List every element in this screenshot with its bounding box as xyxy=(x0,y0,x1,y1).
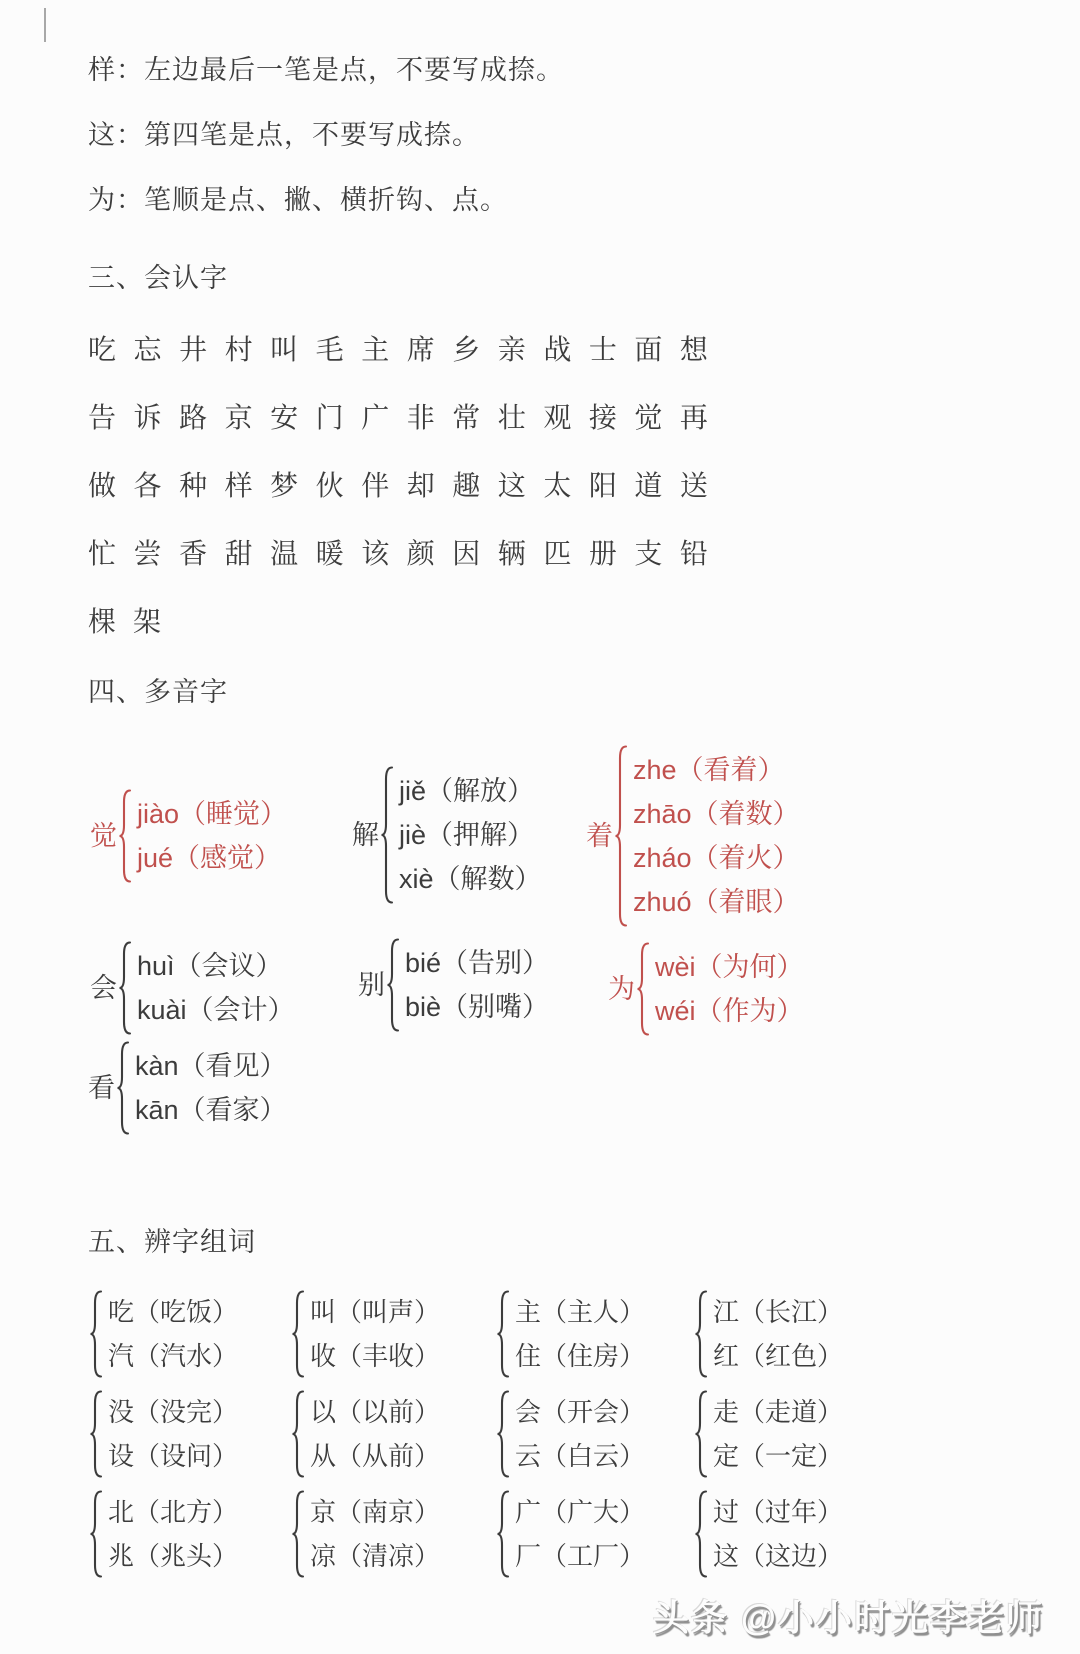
polyphone-char: 会 xyxy=(90,973,117,1003)
polyphone-readings xyxy=(655,945,804,1033)
reading-line: wéi（作为） xyxy=(655,996,804,1026)
pair-lines xyxy=(515,1290,645,1378)
pair-line: 江（长江） xyxy=(713,1297,844,1327)
pair-line: 从（从前） xyxy=(310,1441,441,1471)
hanzi: 叫 xyxy=(270,334,299,365)
pair-line: 红（红色） xyxy=(713,1341,844,1371)
hanzi: 乡 xyxy=(452,334,481,365)
pair-group xyxy=(290,1490,495,1578)
polyphone-readings xyxy=(137,944,295,1032)
pair-lines xyxy=(515,1490,645,1578)
brace-icon xyxy=(291,1490,305,1578)
brace-icon xyxy=(118,789,132,883)
brace-icon xyxy=(386,938,400,1032)
brace-icon xyxy=(380,766,394,904)
pair-lines xyxy=(713,1290,843,1378)
hanzi: 门 xyxy=(315,402,344,433)
pair-groups xyxy=(88,1290,843,1578)
pair-line: 京（南京） xyxy=(310,1497,441,1527)
pair-group xyxy=(88,1490,290,1578)
brace-icon xyxy=(291,1390,305,1478)
hanzi: 诉 xyxy=(133,402,162,433)
polyphone-char: 解 xyxy=(352,820,379,850)
pair-group xyxy=(693,1390,843,1478)
brace-icon xyxy=(694,1390,708,1478)
hanzi: 香 xyxy=(179,538,208,569)
hanzi: 吃 xyxy=(88,334,117,365)
polyphone-char: 觉 xyxy=(90,821,117,851)
hanzi: 样 xyxy=(224,470,253,501)
pair-group xyxy=(693,1290,843,1378)
pair-line: 以（以前） xyxy=(310,1397,441,1427)
hanzi: 常 xyxy=(452,402,481,433)
brace-icon xyxy=(89,1490,103,1578)
pair-lines xyxy=(310,1290,440,1378)
pair-lines xyxy=(108,1290,238,1378)
polyphone-char: 着 xyxy=(586,821,613,851)
hanzi: 忘 xyxy=(133,334,162,365)
polyphone-group xyxy=(608,942,804,1036)
pair-group xyxy=(495,1390,693,1478)
pair-group xyxy=(693,1490,843,1578)
brace-icon xyxy=(636,942,650,1036)
pair-lines xyxy=(310,1390,440,1478)
hanzi: 壮 xyxy=(497,402,526,433)
pair-line: 这（这边） xyxy=(713,1541,844,1571)
hanzi: 架 xyxy=(133,606,162,637)
hanzi: 各 xyxy=(133,470,162,501)
pair-line: 凉（清凉） xyxy=(310,1541,441,1571)
pair-line: 设（设问） xyxy=(108,1441,239,1471)
hanzi-row xyxy=(88,404,708,432)
pair-line: 吃（吃饭） xyxy=(108,1297,239,1327)
hanzi: 棵 xyxy=(88,606,117,637)
pair-group xyxy=(290,1390,495,1478)
hanzi-row xyxy=(88,608,708,636)
pair-lines xyxy=(108,1390,238,1478)
polyphone-group xyxy=(586,745,800,927)
reading-line: zhe（看着） xyxy=(633,755,785,785)
reading-line: zháo（着火） xyxy=(633,843,800,873)
hanzi: 告 xyxy=(88,402,117,433)
hanzi: 想 xyxy=(679,334,708,365)
pair-line: 定（一定） xyxy=(713,1441,844,1471)
hanzi: 伴 xyxy=(361,470,390,501)
note-line: 为：笔顺是点、撇、横折钩、点。 xyxy=(88,185,508,215)
polyphone-readings xyxy=(137,792,287,880)
reading-line: kān（看家） xyxy=(135,1095,287,1125)
hanzi: 支 xyxy=(634,538,663,569)
pair-line: 叫（叫声） xyxy=(310,1297,441,1327)
hanzi: 接 xyxy=(588,402,617,433)
reading-line: jiào（睡觉） xyxy=(137,799,288,829)
brace-icon xyxy=(614,745,628,927)
brace-icon xyxy=(694,1290,708,1378)
hanzi: 温 xyxy=(270,538,299,569)
section-title-recognize: 三、会认字 xyxy=(88,263,228,293)
pair-line: 过（过年） xyxy=(713,1497,844,1527)
hanzi: 因 xyxy=(452,538,481,569)
pair-line: 北（北方） xyxy=(108,1497,239,1527)
pair-lines xyxy=(713,1490,843,1578)
hanzi: 送 xyxy=(679,470,708,501)
pair-line: 主（主人） xyxy=(515,1297,646,1327)
recognize-rows xyxy=(88,336,708,676)
reading-line: jiě（解放） xyxy=(399,776,535,806)
pair-lines xyxy=(310,1490,440,1578)
pair-line: 会（开会） xyxy=(515,1397,646,1427)
reading-line: zhāo（着数） xyxy=(633,799,800,829)
polyphone-group xyxy=(90,941,295,1035)
brace-icon xyxy=(89,1390,103,1478)
hanzi: 做 xyxy=(88,470,117,501)
pair-lines xyxy=(108,1490,238,1578)
hanzi: 席 xyxy=(406,334,435,365)
pair-lines xyxy=(515,1390,645,1478)
hanzi: 辆 xyxy=(497,538,526,569)
page-corner-mark xyxy=(44,8,46,42)
pair-line: 云（白云） xyxy=(515,1441,646,1471)
hanzi: 太 xyxy=(543,470,572,501)
pair-line: 收（丰收） xyxy=(310,1341,441,1371)
polyphone-char: 为 xyxy=(608,974,635,1004)
pair-group xyxy=(495,1490,693,1578)
pair-group xyxy=(495,1290,693,1378)
hanzi: 暖 xyxy=(315,538,344,569)
polyphone-group xyxy=(352,766,542,904)
polyphone-group xyxy=(358,938,549,1032)
hanzi: 面 xyxy=(634,334,663,365)
watermark: 头条 @小小时光李老师 xyxy=(652,1597,1044,1638)
brace-icon xyxy=(118,941,132,1035)
hanzi-row xyxy=(88,472,708,500)
note-line: 样：左边最后一笔是点，不要写成捺。 xyxy=(88,55,564,85)
polyphone-group xyxy=(88,1041,287,1135)
pair-line: 汽（汽水） xyxy=(108,1341,239,1371)
hanzi: 京 xyxy=(224,402,253,433)
section-title-polyphones: 四、多音字 xyxy=(88,677,228,707)
reading-line: wèi（为何） xyxy=(655,952,804,982)
hanzi: 路 xyxy=(179,402,208,433)
hanzi-row xyxy=(88,336,708,364)
pair-line: 住（住房） xyxy=(515,1341,646,1371)
hanzi: 非 xyxy=(406,402,435,433)
reading-line: bié（告别） xyxy=(405,948,550,978)
pair-lines xyxy=(713,1390,843,1478)
polyphone-readings xyxy=(135,1044,287,1132)
pair-group xyxy=(290,1290,495,1378)
hanzi: 趣 xyxy=(452,470,481,501)
hanzi: 道 xyxy=(634,470,663,501)
hanzi: 村 xyxy=(224,334,253,365)
hanzi: 阳 xyxy=(588,470,617,501)
hanzi: 忙 xyxy=(88,538,117,569)
reading-line: huì（会议） xyxy=(137,951,283,981)
hanzi: 甜 xyxy=(224,538,253,569)
brace-icon xyxy=(496,1390,510,1478)
pair-line: 厂（工厂） xyxy=(515,1541,646,1571)
hanzi: 匹 xyxy=(543,538,572,569)
hanzi: 梦 xyxy=(270,470,299,501)
hanzi: 安 xyxy=(270,402,299,433)
reading-line: kàn（看见） xyxy=(135,1051,287,1081)
pair-line: 走（走道） xyxy=(713,1397,844,1427)
pair-line: 广（广大） xyxy=(515,1497,646,1527)
brace-icon xyxy=(694,1490,708,1578)
hanzi: 亲 xyxy=(497,334,526,365)
pair-group xyxy=(88,1290,290,1378)
hanzi: 该 xyxy=(361,538,390,569)
polyphone-group xyxy=(90,789,287,883)
hanzi: 这 xyxy=(497,470,526,501)
hanzi: 士 xyxy=(588,334,617,365)
hanzi: 战 xyxy=(543,334,572,365)
note-line: 这：第四笔是点，不要写成捺。 xyxy=(88,120,480,150)
hanzi: 毛 xyxy=(315,334,344,365)
reading-line: biè（别嘴） xyxy=(405,992,550,1022)
reading-line: kuài（会计） xyxy=(137,995,295,1025)
brace-icon xyxy=(496,1490,510,1578)
polyphone-readings xyxy=(633,748,800,924)
hanzi: 伙 xyxy=(315,470,344,501)
hanzi: 主 xyxy=(361,334,390,365)
reading-line: jiè（押解） xyxy=(399,820,535,850)
reading-line: xiè（解数） xyxy=(399,864,542,894)
hanzi: 种 xyxy=(179,470,208,501)
hanzi: 却 xyxy=(406,470,435,501)
polyphone-char: 别 xyxy=(358,970,385,1000)
hanzi: 颜 xyxy=(406,538,435,569)
hanzi: 册 xyxy=(588,538,617,569)
hanzi: 观 xyxy=(543,402,572,433)
hanzi-row xyxy=(88,540,708,568)
pair-line: 没（没完） xyxy=(108,1397,239,1427)
polyphone-readings xyxy=(405,941,549,1029)
polyphone-readings xyxy=(399,769,542,901)
hanzi: 再 xyxy=(679,402,708,433)
hanzi: 铅 xyxy=(679,538,708,569)
pair-line: 兆（兆头） xyxy=(108,1541,239,1571)
reading-line: jué（感觉） xyxy=(137,843,282,873)
brace-icon xyxy=(89,1290,103,1378)
brace-icon xyxy=(496,1290,510,1378)
hanzi: 觉 xyxy=(634,402,663,433)
pair-group xyxy=(88,1390,290,1478)
hanzi: 井 xyxy=(179,334,208,365)
hanzi: 尝 xyxy=(133,538,162,569)
hanzi: 广 xyxy=(361,402,390,433)
polyphone-char: 看 xyxy=(88,1073,115,1103)
reading-line: zhuó（着眼） xyxy=(633,887,800,917)
brace-icon xyxy=(291,1290,305,1378)
brace-icon xyxy=(116,1041,130,1135)
stroke-notes xyxy=(88,56,564,251)
section-title-pairs: 五、辨字组词 xyxy=(88,1227,256,1257)
